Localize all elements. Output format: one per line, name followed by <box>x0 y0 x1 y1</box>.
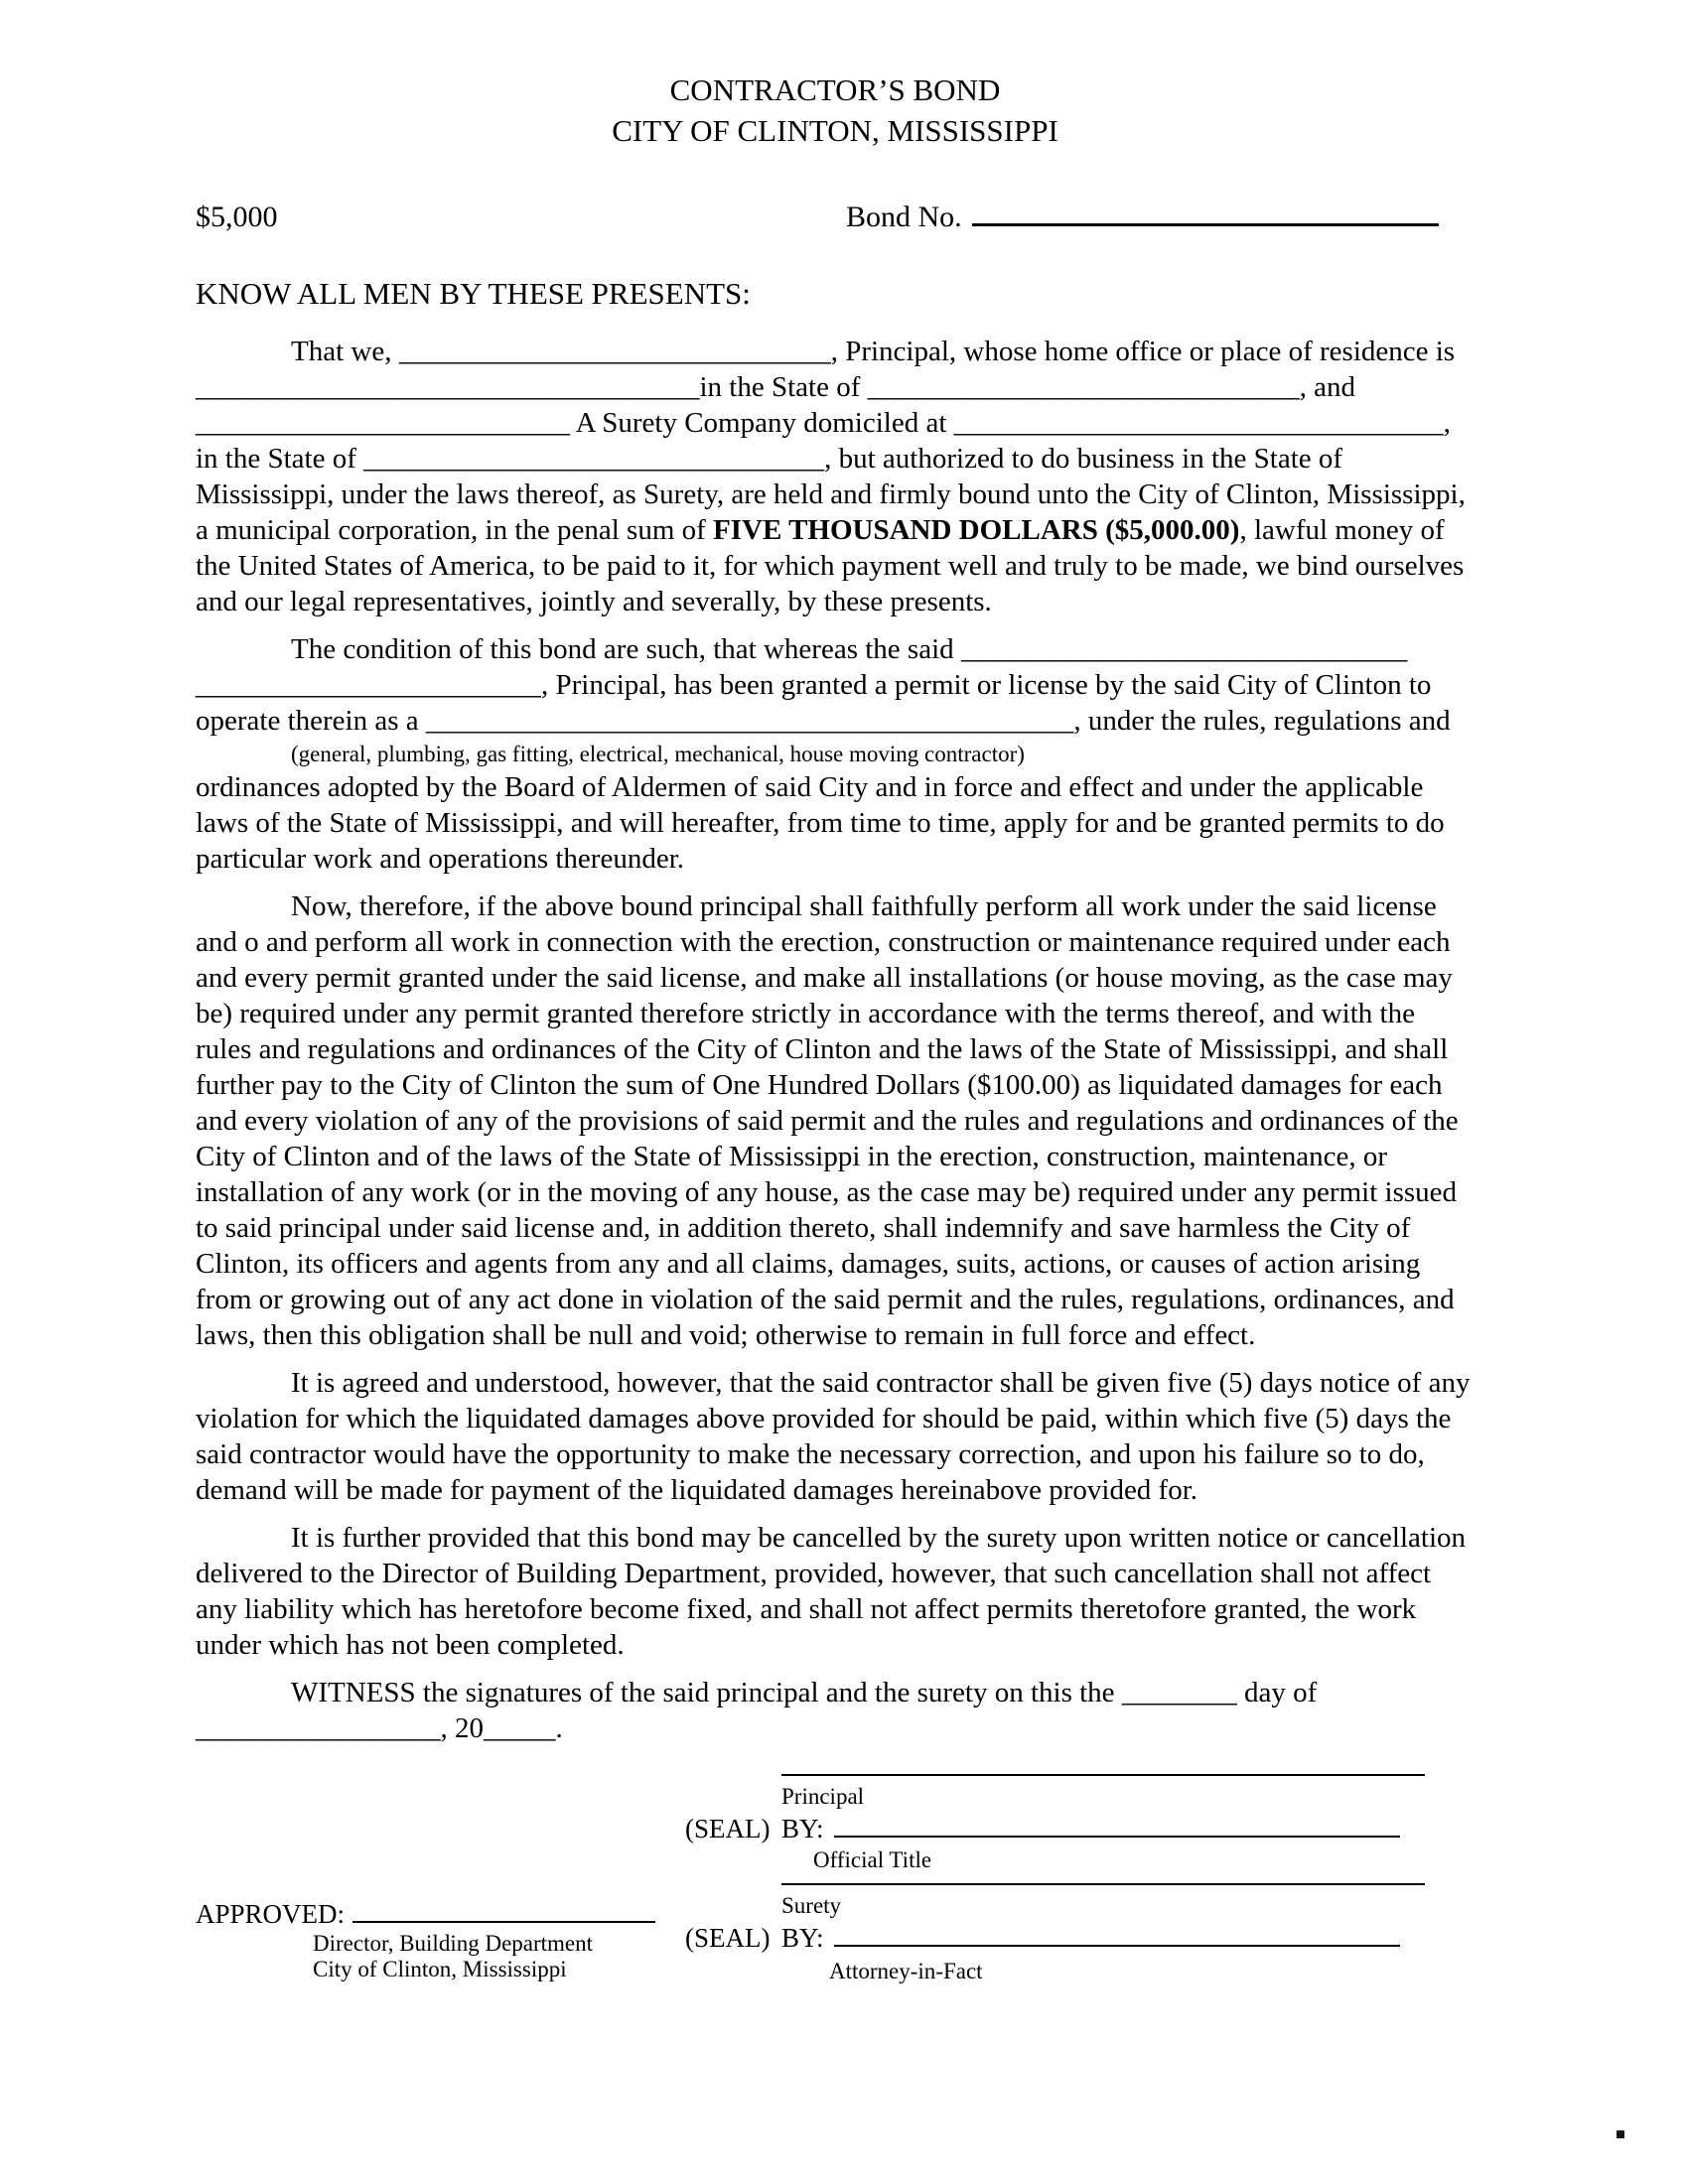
surety-signature-line <box>781 1883 1425 1885</box>
principal-label: Principal <box>781 1784 865 1809</box>
official-title-label: Official Title <box>813 1847 932 1872</box>
paragraph-condition-continued: ordinances adopted by the Board of Aldermen of said City and in force and effect and under the applicable laws of the State of Mississippi, and will hereafter, from time to time, apply for and be granted permits to do particular work and operations thereunder. <box>196 771 1445 875</box>
penal-sum-amount: FIVE THOUSAND DOLLARS ($5,000.00) <box>713 514 1240 546</box>
page-mark <box>1617 2130 1624 2138</box>
paragraph-witness <box>196 1675 1475 1746</box>
bond-row <box>196 201 1475 242</box>
approved-row <box>196 1899 655 1930</box>
director-city-line: City of Clinton, Mississippi <box>313 1957 567 1981</box>
surety-by-blank <box>834 1937 1400 1947</box>
attorney-in-fact-label: Attorney-in-Fact <box>829 1959 983 1983</box>
surety-by-label: BY: <box>781 1923 824 1953</box>
principal-by-blank <box>834 1828 1400 1838</box>
witness-line-1: WITNESS the signatures of the said principal and the surety on this the ________ day of <box>291 1677 1318 1708</box>
document-header <box>196 69 1475 151</box>
contractor-type-note: (general, plumbing, gas fitting, electrical, mechanical, house moving contractor) <box>291 742 1025 766</box>
witness-line-2: _________________, 20_____. <box>196 1712 563 1744</box>
obligation-text-2: , lawful money of the United States of America, to be paid to it, for which payment well and truly to be made, we bind ourselves and our legal representatives, jointly and severally, by these presents. <box>196 514 1465 617</box>
bond-number-field <box>846 201 1439 234</box>
approved-blank <box>352 1913 655 1923</box>
paragraph-performance: Now, therefore, if the above bound principal shall faithfully perform all work under the said license and o and perform all work in connection with the erection, construction or maintenance required under each and every permit granted under the said license, and make all installations (or house moving, as the case may be) required under any permit granted therefore strictly in accordance with the terms thereof, and with the rules and regulations and ordinances of the City of Clinton and the laws of the State of Mississippi, and shall further pay to the City of Clinton the sum of One Hundred Dollars ($100.00) as liquidated damages for each and every violation of any of the provisions of said permit and the rules and regulations and ordinances of the City of Clinton and of the laws of the State of Mississippi in the erection, construction, maintenance, or installation of any work (or in the moving of any house, as the case may be) required under any permit issued to said principal under said license and, in addition thereto, shall indemnify and save harmless the City of Clinton, its officers and agents from any and all claims, damages, suits, actions, or causes of action arising from or growing out of any act done in violation of the said permit and the rules, regulations, ordinances, and laws, then this obligation shall be null and void; otherwise to remain in full force and effect. <box>196 890 1459 1351</box>
principal-signature-line <box>781 1774 1425 1776</box>
signature-section <box>196 1766 1475 2014</box>
surety-label: Surety <box>781 1893 842 1918</box>
heading-know-all-men: KNOW ALL MEN BY THESE PRESENTS: <box>196 276 751 311</box>
principal-by-row <box>781 1814 1400 1844</box>
approved-label: APPROVED: <box>196 1899 346 1929</box>
bond-no-blank <box>972 216 1439 226</box>
paragraph-obligation <box>196 334 1475 619</box>
paragraph-cancellation: It is further provided that this bond may be cancelled by the surety upon written notice or cancellation delivered to the Director of Building Department, provided, however, that such cancellation shall not affect any liability which has heretofore become fixed, and shall not affect permits theretofore granted, the work under which has not been completed. <box>196 1522 1466 1661</box>
obligation-text-1: That we, ______________________________, Principal, whose home office or place of residence is ___________________________________in the State of ______________________________, and __________________________ A Surety Company domiciled at __________________________________, in the State of ________________________________, but authorized to do business in the State of Mississippi, under the laws thereof, as Surety, are held and firmly bound unto the City of Clinton, Mississippi, a municipal corporation, in the penal sum of <box>196 336 1466 546</box>
doc-title-line1: CONTRACTOR’S BOND <box>669 72 1001 107</box>
doc-title-line2: CITY OF CLINTON, MISSISSIPPI <box>612 113 1058 148</box>
surety-by-row <box>781 1923 1400 1954</box>
paragraph-condition: The condition of this bond are such, that whereas the said _______________________________ ________________________, Principal, has been granted a permit or license by the said City of Clinton to operate therein as a _____________________________________________, under the rules, regulations and <box>196 633 1451 737</box>
director-title-line: Director, Building Department <box>313 1931 594 1956</box>
surety-seal-label: (SEAL) <box>685 1923 771 1953</box>
principal-seal-label: (SEAL) <box>685 1814 771 1843</box>
bond-no-label: Bond No. <box>846 201 962 233</box>
bond-amount: $5,000 <box>196 201 278 233</box>
principal-by-label: BY: <box>781 1814 824 1843</box>
paragraph-notice: It is agreed and understood, however, that the said contractor shall be given five (5) days notice of any violation for which the liquidated damages above provided for should be paid, within which five (5) days the said contractor would have the opportunity to make the necessary correction, and upon his failure so to do, demand will be made for payment of the liquidated damages hereinabove provided for. <box>196 1367 1471 1506</box>
